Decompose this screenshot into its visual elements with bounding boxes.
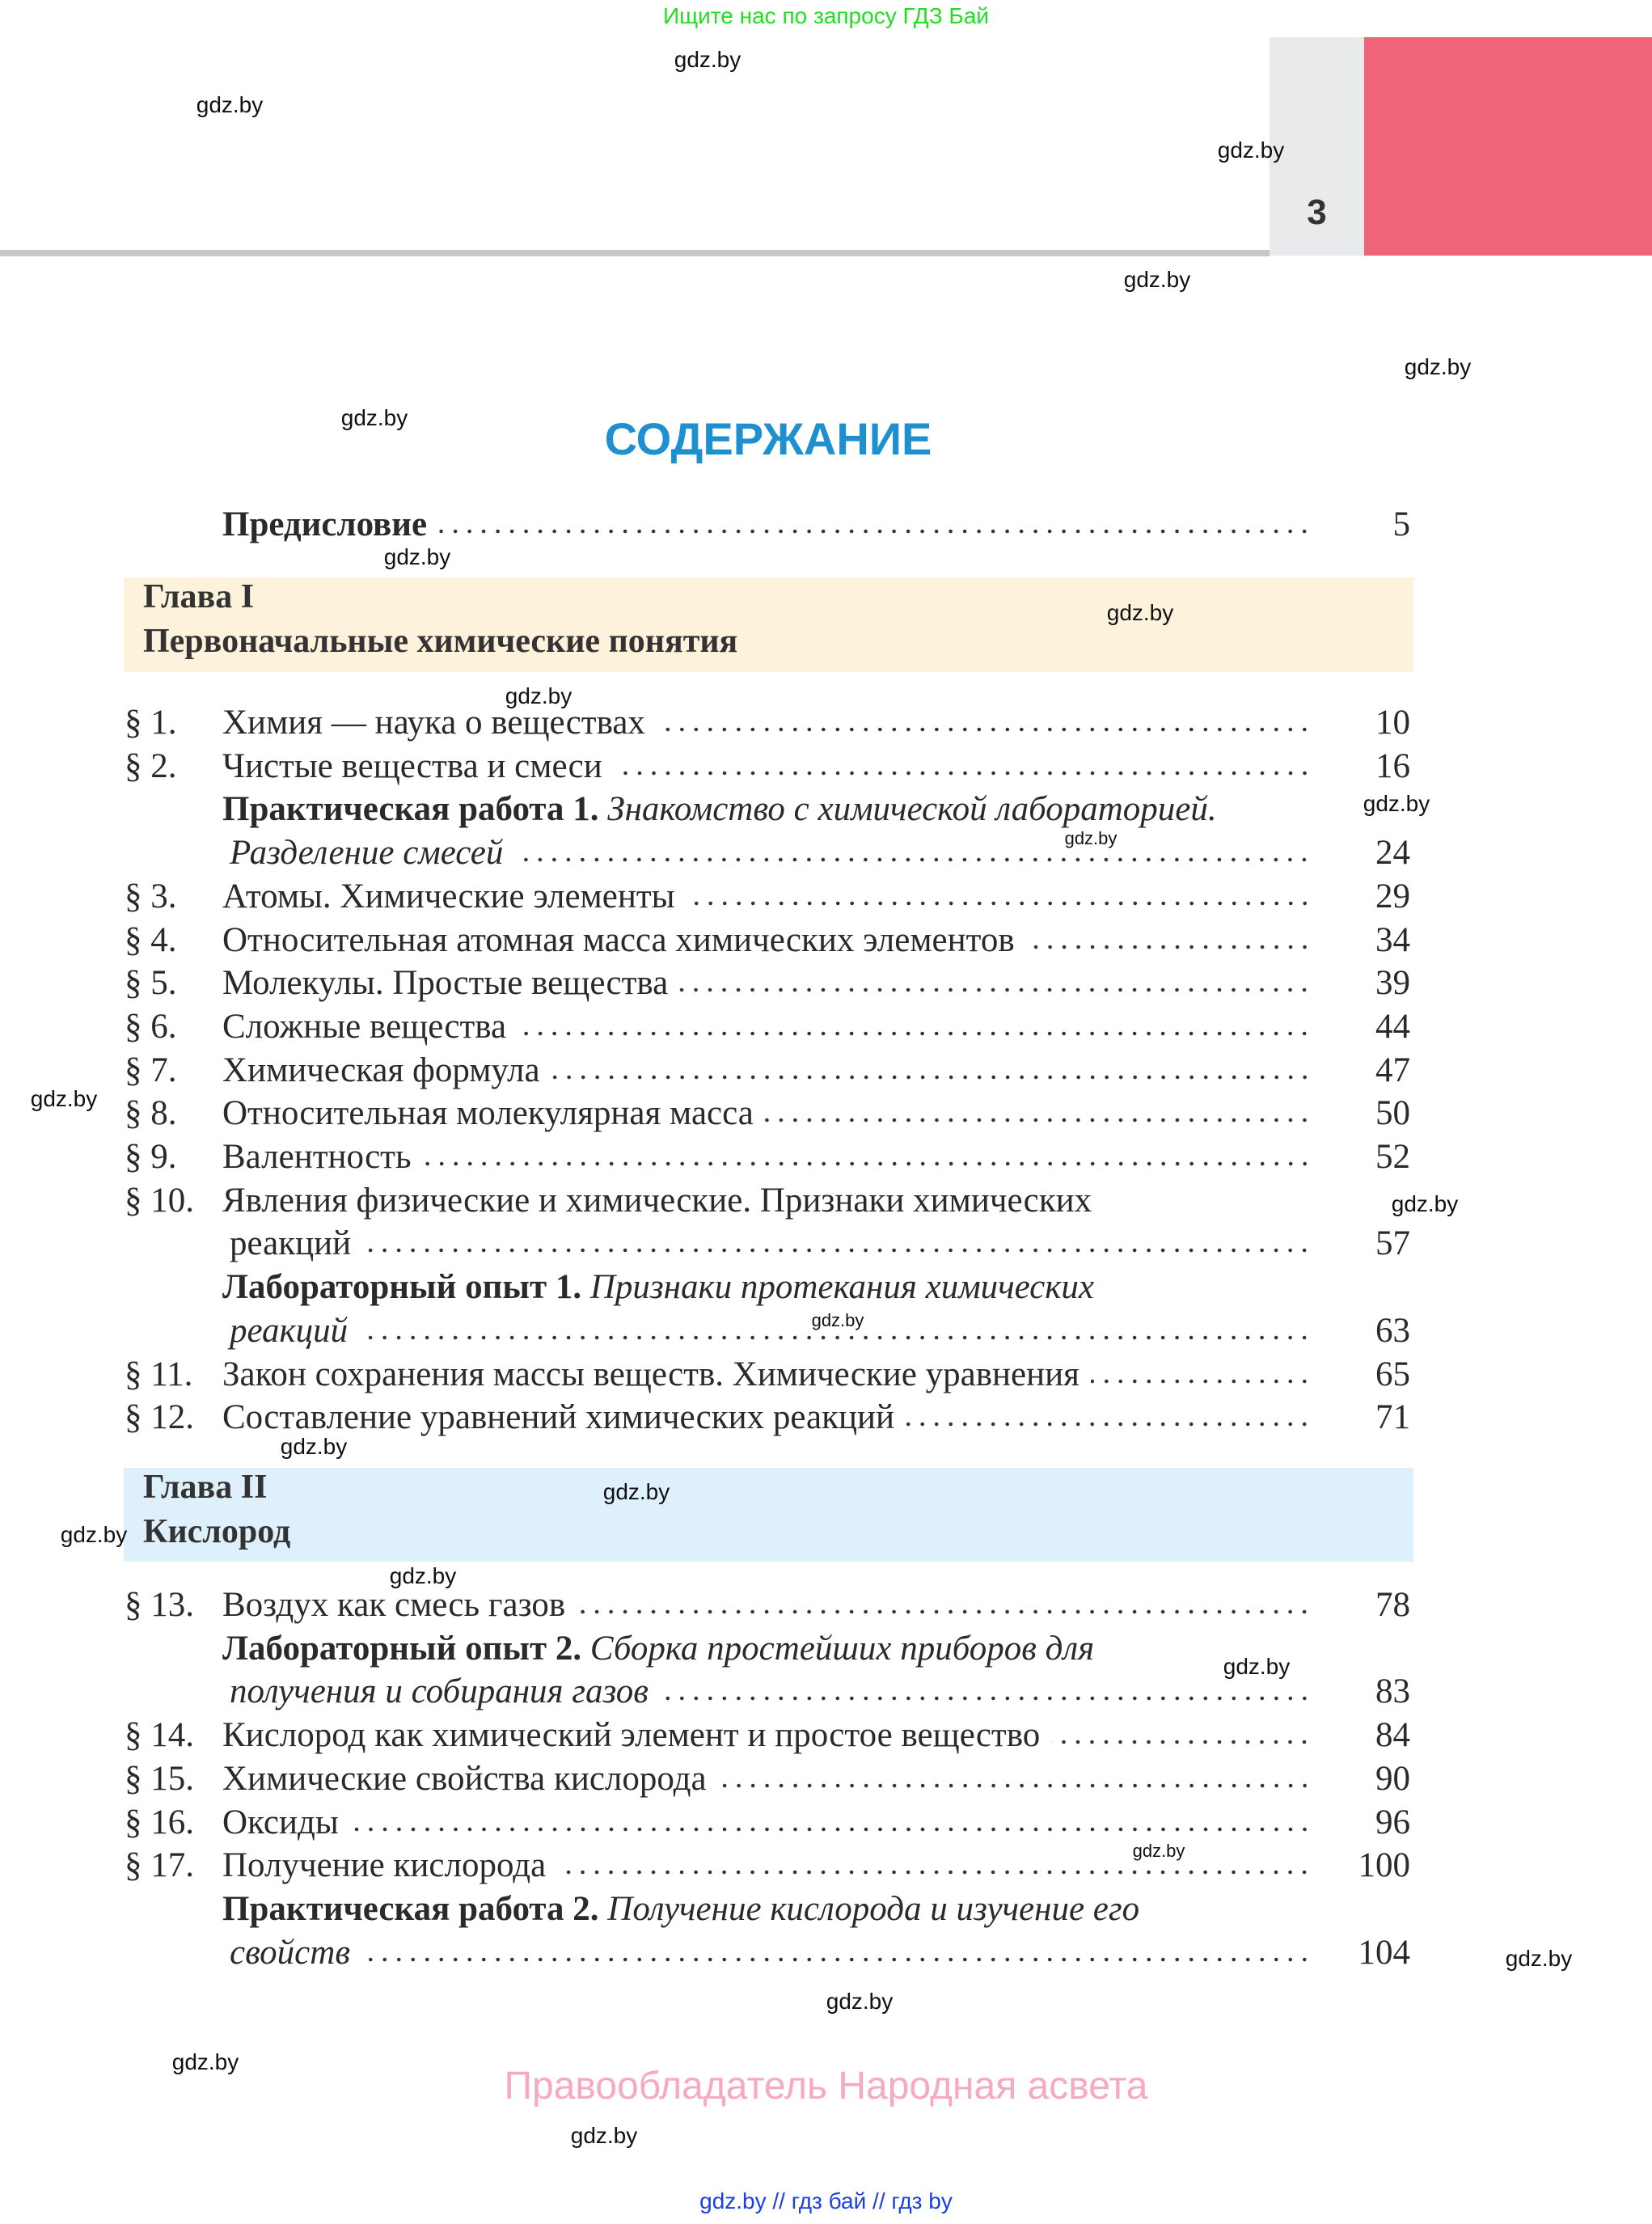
toc-entry-title bbox=[222, 746, 602, 786]
toc-entry-title bbox=[222, 1181, 1092, 1220]
title-italic-text: реакций bbox=[230, 1311, 349, 1350]
watermark: gdz.by bbox=[196, 92, 264, 117]
dot-leader bbox=[514, 856, 1312, 864]
toc-entry-title bbox=[222, 1007, 506, 1046]
toc-page-number: 57 bbox=[1375, 1224, 1410, 1263]
page-number: 3 bbox=[1307, 192, 1327, 232]
toc-entry[interactable] bbox=[125, 1759, 1410, 1803]
toc-page-number: 65 bbox=[1375, 1355, 1410, 1393]
toc-entry[interactable] bbox=[125, 1267, 1410, 1311]
toc-entry[interactable] bbox=[125, 1715, 1410, 1759]
rights-holder-notice: Правообладатель Народная асвета bbox=[504, 2065, 1148, 2108]
watermark: gdz.by bbox=[340, 405, 408, 430]
title-text: Химические свойства кислорода bbox=[222, 1759, 707, 1798]
toc-entry[interactable] bbox=[125, 833, 1410, 877]
section-number: § 3. bbox=[125, 877, 177, 915]
title-italic-text: Разделение смесей bbox=[230, 834, 504, 873]
toc-page-number: 10 bbox=[1375, 704, 1410, 742]
dot-leader bbox=[1051, 1738, 1312, 1746]
toc-entry-title bbox=[222, 1629, 1094, 1668]
toc-page-number: 34 bbox=[1375, 920, 1410, 959]
toc-entry-title bbox=[222, 1267, 1094, 1307]
watermark: gdz.by bbox=[280, 1434, 348, 1459]
watermark: gdz.by bbox=[1132, 1841, 1185, 1861]
section-number: § 12. bbox=[125, 1398, 194, 1437]
toc-entry-title bbox=[222, 703, 645, 742]
section-number: § 16. bbox=[125, 1803, 194, 1841]
section-number: § 1. bbox=[125, 704, 177, 742]
toc-entry-title bbox=[222, 1759, 707, 1799]
watermark: gdz.by bbox=[1223, 1654, 1291, 1679]
watermark: gdz.by bbox=[505, 683, 572, 708]
watermark: gdz.by bbox=[30, 1086, 98, 1111]
watermark: gdz.by bbox=[389, 1563, 457, 1588]
title-text: реакций bbox=[230, 1224, 352, 1263]
dot-leader bbox=[438, 527, 1312, 535]
watermark: gdz.by bbox=[1363, 791, 1430, 816]
watermark: gdz.by bbox=[811, 1310, 864, 1330]
section-number: § 17. bbox=[125, 1846, 194, 1885]
dot-leader bbox=[660, 1694, 1312, 1702]
toc-entry-title bbox=[230, 1672, 649, 1711]
dot-leader bbox=[423, 1160, 1312, 1168]
toc-entry[interactable] bbox=[125, 1051, 1410, 1094]
toc-page-number: 63 bbox=[1375, 1311, 1410, 1350]
toc-entry-preface[interactable] bbox=[125, 505, 1410, 548]
section-number: § 15. bbox=[125, 1759, 194, 1798]
toc-entry[interactable] bbox=[125, 1093, 1410, 1137]
toc-entry-title: Предисловие bbox=[222, 505, 428, 543]
toc-page-number: 84 bbox=[1375, 1716, 1410, 1755]
toc-entry-title bbox=[222, 877, 675, 916]
section-number: § 4. bbox=[125, 920, 177, 959]
toc-entry[interactable] bbox=[125, 1889, 1410, 1933]
dot-leader bbox=[657, 725, 1312, 734]
title-text: Получение кислорода bbox=[222, 1846, 547, 1885]
header-divider bbox=[0, 250, 1270, 256]
watermark: gdz.by bbox=[1064, 828, 1118, 848]
section-number: § 14. bbox=[125, 1716, 194, 1755]
watermark: gdz.by bbox=[171, 2049, 239, 2074]
toc-entry-title bbox=[222, 1715, 1040, 1755]
title-text: Закон сохранения массы веществ. Химические уравнения bbox=[222, 1355, 1080, 1393]
dot-leader bbox=[718, 1782, 1312, 1790]
dot-leader bbox=[361, 1956, 1312, 1964]
chapter-2-header bbox=[124, 1468, 1413, 1562]
toc-page-number: 39 bbox=[1375, 964, 1410, 1003]
watermark: gdz.by bbox=[60, 1522, 128, 1547]
work-type-label: Практическая работа 2. bbox=[222, 1889, 599, 1928]
toc-page-number: 83 bbox=[1375, 1672, 1410, 1711]
work-type-label: Лабораторный опыт 1. bbox=[222, 1268, 582, 1307]
work-type-label: Лабораторный опыт 2. bbox=[222, 1629, 582, 1668]
chapter-name: Кислород bbox=[143, 1513, 291, 1550]
toc-entry[interactable] bbox=[125, 1672, 1410, 1715]
toc-entry-title bbox=[230, 833, 503, 873]
dot-leader bbox=[557, 1868, 1312, 1876]
dot-leader bbox=[906, 1420, 1312, 1428]
toc-entry[interactable] bbox=[125, 920, 1410, 964]
toc-entry-title bbox=[222, 1846, 546, 1885]
toc-page-number: 47 bbox=[1375, 1051, 1410, 1089]
toc-page-number: 16 bbox=[1375, 746, 1410, 785]
toc-page-number: 50 bbox=[1375, 1094, 1410, 1133]
watermark: gdz.by bbox=[674, 47, 741, 72]
toc-page-number: 24 bbox=[1375, 834, 1410, 873]
search-banner: Ищите нас по запросу ГДЗ Бай bbox=[662, 3, 990, 28]
toc-page-number: 96 bbox=[1375, 1803, 1410, 1841]
dot-leader bbox=[518, 1030, 1312, 1038]
section-number: § 5. bbox=[125, 964, 177, 1003]
title-text: Относительная молекулярная масса bbox=[222, 1094, 754, 1133]
dot-leader bbox=[1026, 943, 1312, 951]
toc-page-number: 104 bbox=[1358, 1933, 1410, 1972]
toc-entry[interactable] bbox=[125, 1224, 1410, 1267]
toc-page-number: 90 bbox=[1375, 1759, 1410, 1798]
toc-entry-title bbox=[222, 789, 1217, 829]
title-text: Валентность bbox=[222, 1138, 412, 1176]
chapter-label: Глава I bbox=[143, 578, 255, 615]
title-text: Химическая формула bbox=[222, 1051, 540, 1089]
title-italic-text: Сборка простейших приборов для bbox=[589, 1629, 1095, 1668]
toc-entry-title bbox=[230, 1311, 348, 1351]
toc-entry[interactable] bbox=[125, 877, 1410, 920]
watermark: gdz.by bbox=[570, 2123, 638, 2148]
title-italic-text: Получение кислорода и изучение его bbox=[607, 1889, 1140, 1928]
work-type-label: Практическая работа 1. bbox=[222, 790, 599, 829]
toc-page-number: 29 bbox=[1375, 877, 1410, 915]
title-italic-text: Знакомство с химической лабораторией. bbox=[607, 790, 1217, 829]
title-text: Сложные вещества bbox=[222, 1007, 507, 1046]
toc-entry[interactable] bbox=[125, 1181, 1410, 1224]
toc-page-number: 5 bbox=[1392, 505, 1410, 543]
watermark: gdz.by bbox=[1217, 137, 1285, 163]
title-italic-text: Признаки протекания химических bbox=[589, 1268, 1094, 1307]
toc-entry[interactable] bbox=[125, 1007, 1410, 1051]
title-italic-text: свойств bbox=[230, 1933, 350, 1972]
toc-page-number: 78 bbox=[1375, 1586, 1410, 1624]
section-number: § 7. bbox=[125, 1051, 177, 1089]
dot-leader bbox=[687, 899, 1312, 907]
toc-page-number: 100 bbox=[1358, 1846, 1410, 1885]
toc-entry[interactable] bbox=[125, 703, 1410, 746]
section-number: § 9. bbox=[125, 1138, 177, 1176]
dot-leader bbox=[577, 1608, 1312, 1616]
section-number: § 11. bbox=[125, 1355, 193, 1393]
toc-entry[interactable] bbox=[125, 1846, 1410, 1889]
watermark: gdz.by bbox=[1123, 267, 1191, 292]
toc-entry[interactable] bbox=[125, 1311, 1410, 1355]
section-number: § 6. bbox=[125, 1007, 177, 1046]
chapter-1-header bbox=[124, 577, 1413, 672]
toc-page-number: 44 bbox=[1375, 1007, 1410, 1046]
dot-leader bbox=[1091, 1377, 1312, 1385]
title-text: Составление уравнений химических реакций bbox=[222, 1398, 895, 1437]
title-text: Кислород как химический элемент и простое вещество bbox=[222, 1716, 1041, 1755]
section-number: § 2. bbox=[125, 746, 177, 785]
watermark: gdz.by bbox=[1404, 354, 1472, 379]
page-tab-pink bbox=[1364, 37, 1652, 256]
toc-entry-title bbox=[230, 1224, 351, 1263]
dot-leader bbox=[350, 1825, 1312, 1833]
title-text: Молекулы. Простые вещества bbox=[222, 964, 669, 1003]
title-text: Воздух как смесь газов bbox=[222, 1586, 566, 1624]
watermark: gdz.by bbox=[602, 1479, 670, 1504]
watermark: gdz.by bbox=[1391, 1191, 1459, 1216]
toc-entry[interactable] bbox=[125, 1137, 1410, 1181]
footer-links[interactable]: gdz.by // гдз бай // гдз by bbox=[699, 2188, 953, 2213]
toc-page-number: 71 bbox=[1375, 1398, 1410, 1437]
dot-leader bbox=[765, 1116, 1312, 1124]
toc-entry[interactable] bbox=[125, 789, 1410, 833]
toc-entry[interactable] bbox=[125, 1933, 1410, 1977]
title-text: Явления физические и химические. Признаки химических bbox=[222, 1181, 1092, 1220]
toc-entry-title bbox=[222, 1355, 1080, 1394]
title-text: Химия — наука о веществах bbox=[222, 704, 645, 742]
toc-entry-title bbox=[222, 1803, 339, 1842]
toc-entry-title bbox=[222, 920, 1015, 960]
toc-entry[interactable] bbox=[125, 1629, 1410, 1672]
toc-entry-title bbox=[230, 1933, 350, 1972]
dot-leader bbox=[551, 1073, 1312, 1081]
toc-entry[interactable] bbox=[125, 746, 1410, 790]
toc-entry[interactable] bbox=[125, 963, 1410, 1007]
toc-entry[interactable] bbox=[125, 1585, 1410, 1629]
section-number: § 10. bbox=[125, 1181, 194, 1220]
watermark: gdz.by bbox=[1505, 1946, 1573, 1971]
toc-entry-title bbox=[222, 1051, 540, 1090]
toc-entry-title bbox=[222, 1889, 1139, 1929]
dot-leader bbox=[679, 986, 1312, 994]
title-text: Чистые вещества и смеси bbox=[222, 746, 602, 785]
toc-page-number: 52 bbox=[1375, 1138, 1410, 1176]
page-title: СОДЕРЖАНИЕ bbox=[604, 413, 932, 464]
title-text: Оксиды bbox=[222, 1803, 339, 1841]
section-number: § 8. bbox=[125, 1094, 177, 1133]
title-italic-text: получения и собирания газов bbox=[230, 1672, 649, 1711]
toc-entry-title bbox=[222, 1397, 894, 1437]
toc-entry[interactable] bbox=[125, 1803, 1410, 1846]
watermark: gdz.by bbox=[826, 1989, 894, 2014]
chapter-label: Глава II bbox=[143, 1469, 268, 1506]
toc-entry-title bbox=[222, 963, 668, 1003]
section-number: § 13. bbox=[125, 1586, 194, 1624]
toc-entry-title bbox=[222, 1137, 412, 1177]
dot-leader bbox=[359, 1334, 1312, 1342]
dot-leader bbox=[362, 1246, 1312, 1254]
watermark: gdz.by bbox=[1106, 600, 1174, 625]
dot-leader bbox=[614, 769, 1312, 777]
toc-entry-title bbox=[222, 1093, 754, 1133]
title-text: Атомы. Химические элементы bbox=[222, 877, 675, 915]
chapter-name: Первоначальные химические понятия bbox=[143, 623, 738, 660]
title-text: Относительная атомная масса химических элементов bbox=[222, 920, 1015, 959]
watermark: gdz.by bbox=[383, 544, 451, 569]
toc-entry-title bbox=[222, 1585, 565, 1625]
toc-entry[interactable] bbox=[125, 1355, 1410, 1398]
